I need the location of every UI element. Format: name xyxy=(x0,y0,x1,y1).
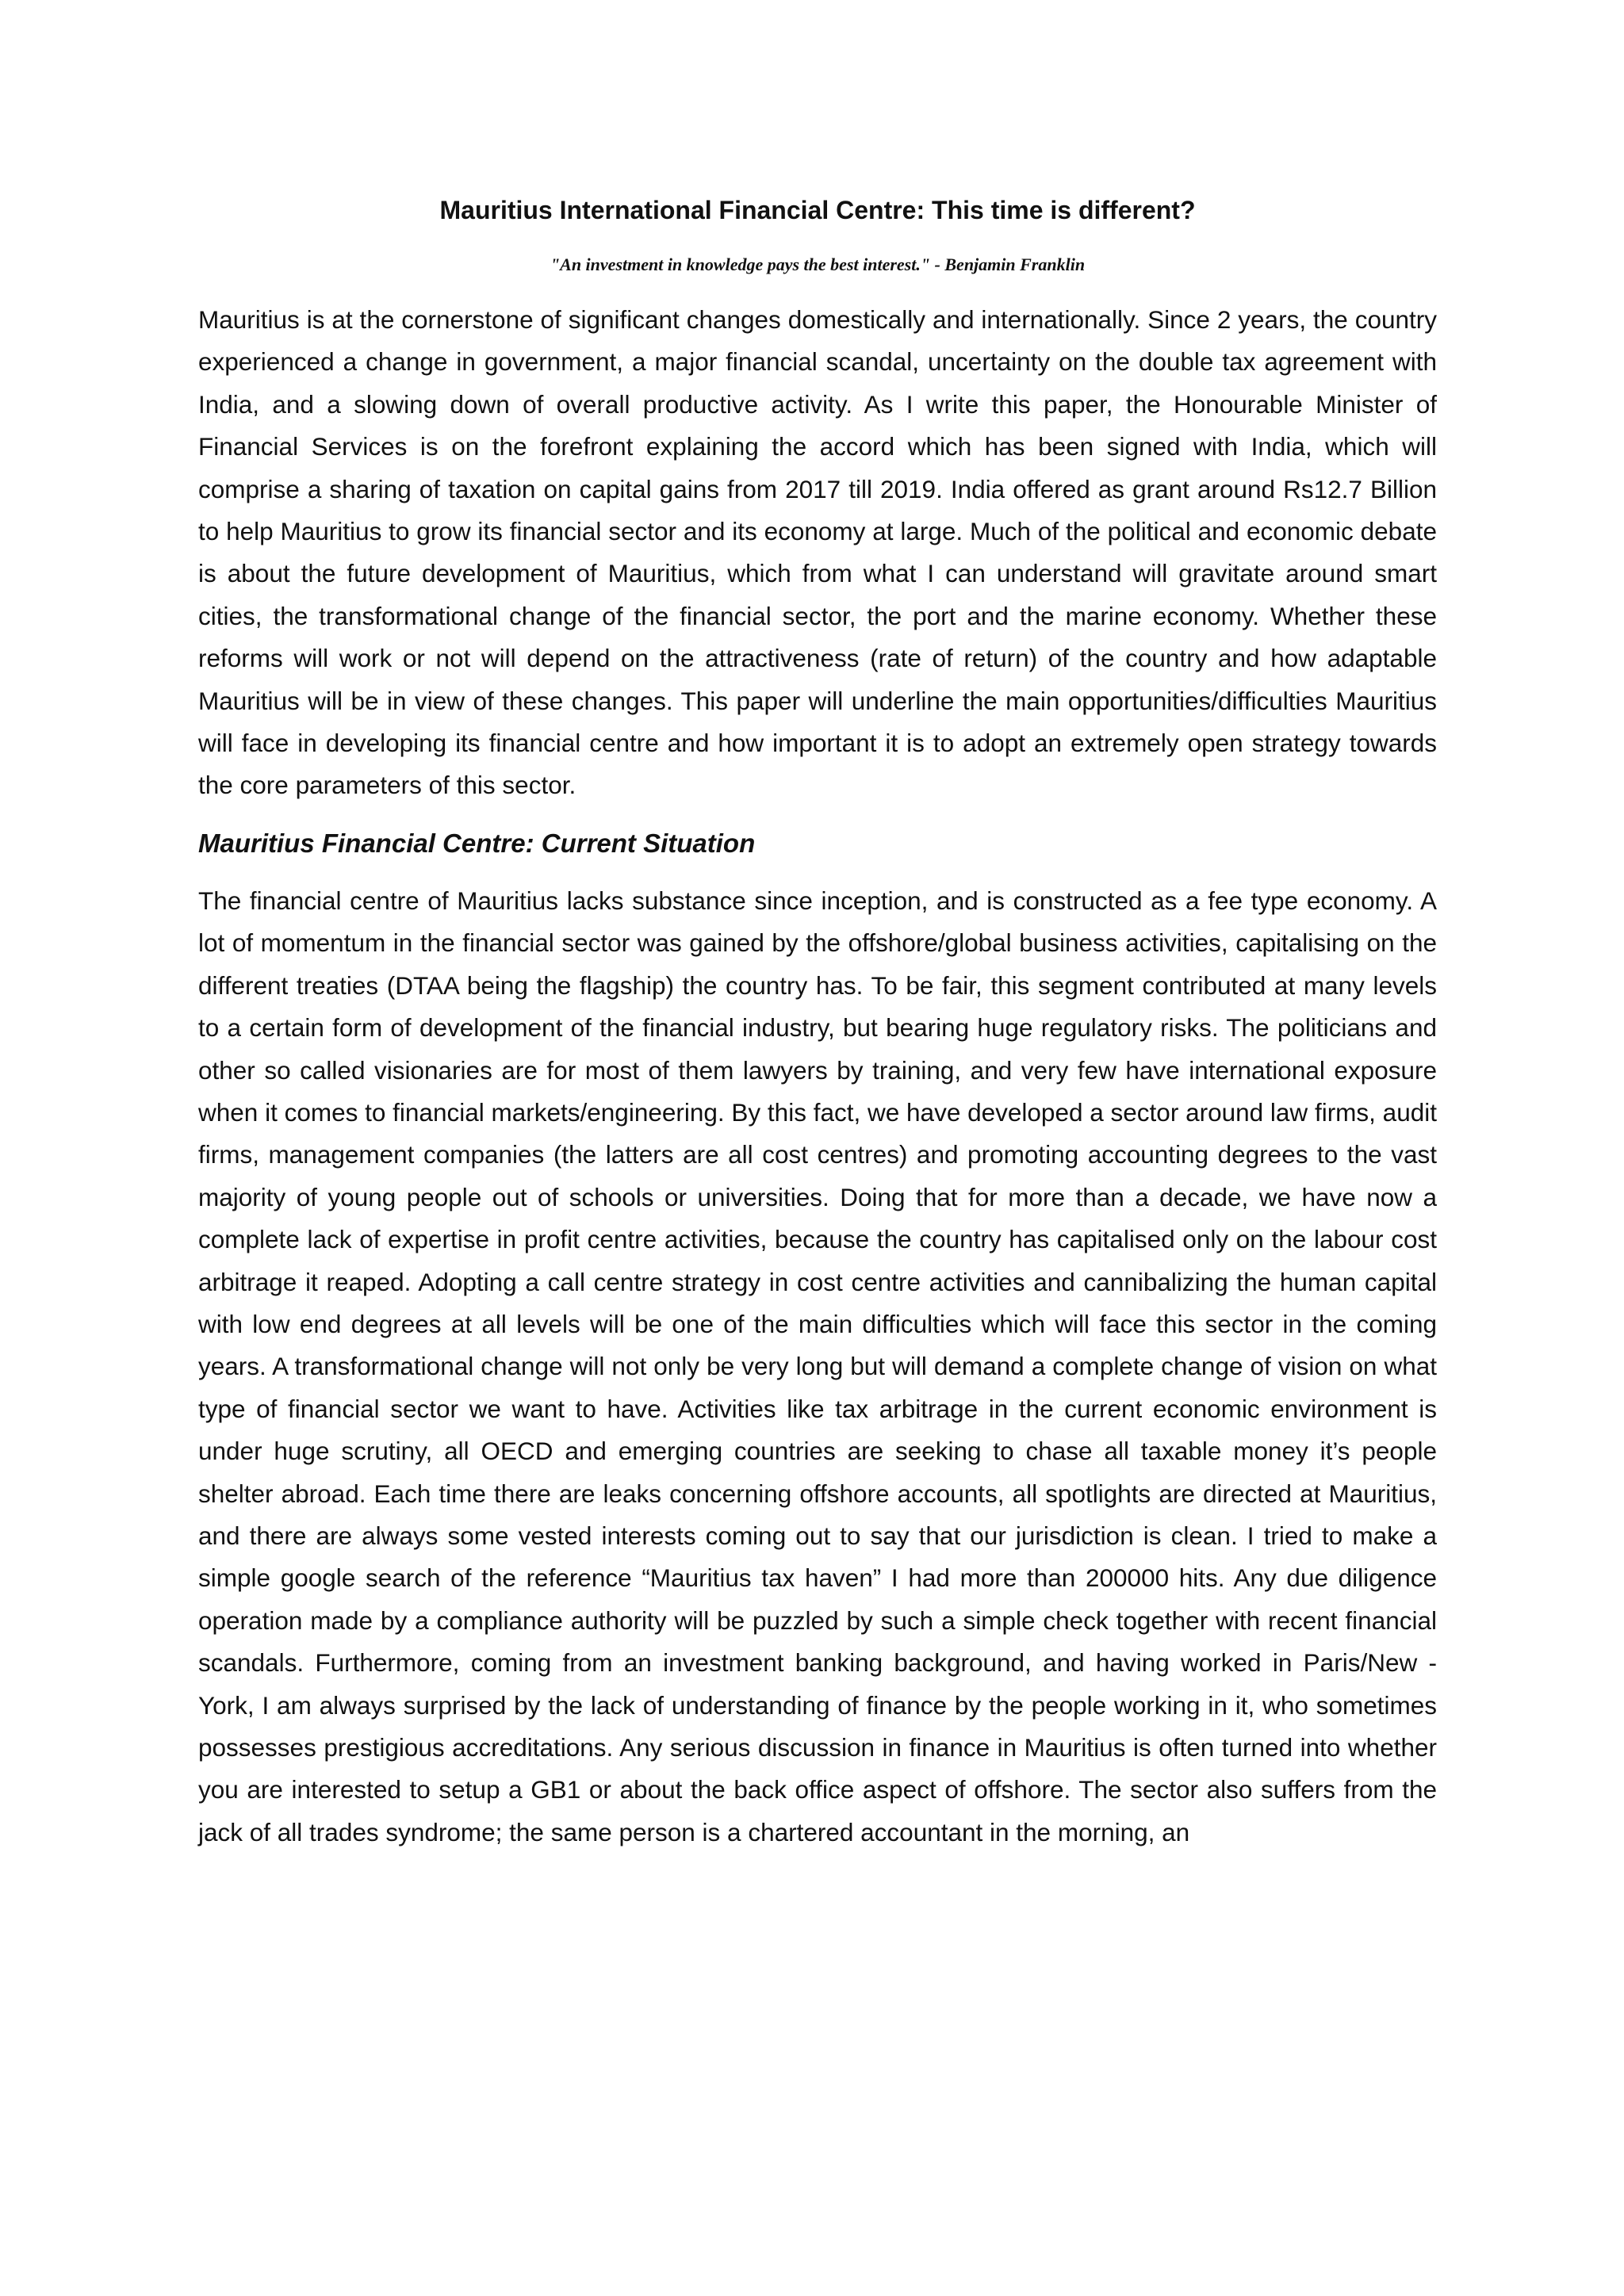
document-title: Mauritius International Financial Centre: This time is different? xyxy=(439,196,1196,224)
section-paragraph: The financial centre of Mauritius lacks substance since inception, and is constructed as a fee type economy. A lot of momentum in the financial sector was gained by the offshore/global business activities, capitalising on the different treaties (DTAA being the flagship) the country has. To be fair, this segment contributed at many levels to a certain form of development of the financial industry, but bearing huge regulatory risks. The politicians and other so called visionaries are for most of them lawyers by training, and very few have international exposure when it comes to financial markets/engineering. By this fact, we have developed a sector around law firms, audit firms, management companies (the latters are all cost centres) and promoting accounting degrees to the vast majority of young people out of schools or universities. Doing that for more than a decade, we have now a complete lack of expertise in profit centre activities, because the country has capitalised only on the labour cost arbitrage it reaped. Adopting a call centre strategy in cost centre activities and cannibalizing the human capital with low end degrees at all levels will be one of the main difficulties which will face this sector in the coming years. A transformational change will not only be very long but will demand a complete change of vision on what type of financial sector we want to have. Activities like tax arbitrage in the current economic environment is under huge scrutiny, all OECD and emerging countries are seeking to chase all taxable money it’s people shelter abroad. Each time there are leaks concerning offshore accounts, all spotlights are directed at Mauritius, and there are always some vested interests coming out to say that our jurisdiction is clean. I tried to make a simple google search of the reference “Mauritius tax haven” I had more than 200000 hits. Any due diligence operation made by a compliance authority will be puzzled by such a simple check together with recent financial scandals. Furthermore, coming from an investment banking background, and having worked in Paris/New - York, I am always surprised by the lack of understanding of finance by the people working in it, who sometimes possesses prestigious accreditations. Any serious discussion in finance in Mauritius is often turned into whether you are interested to setup a GB1 or about the back office aspect of offshore. The sector also suffers from the jack of all trades syndrome; the same person is a chartered accountant in the morning, an xyxy=(198,886,1437,1846)
section-heading: Mauritius Financial Centre: Current Situation xyxy=(198,828,756,858)
intro-paragraph: Mauritius is at the cornerstone of significant changes domestically and internationally. Since 2 years, the country experienced a change in government, a major financial scandal, uncertainty on the double tax agreement with India, and a slowing down of overall productive activity. As I write this paper, the Honourable Minister of Financial Services is on the forefront explaining the accord which has been signed with India, which will comprise a sharing of taxation on capital gains from 2017 till 2019. India offered as grant around Rs12.7 Billion to help Mauritius to grow its financial sector and its economy at large. Much of the political and economic debate is about the future development of Mauritius, which from what I can understand will gravitate around smart cities, the transformational change of the financial sector, the port and the marine economy. Whether these reforms will work or not will depend on the attractiveness (rate of return) of the country and how adaptable Mauritius will be in view of these changes. This paper will underline the main opportunities/difficulties Mauritius will face in developing its financial centre and how important it is to adopt an extremely open strategy towards the core parameters of this sector. xyxy=(198,305,1437,800)
epigraph-quote: "An investment in knowledge pays the best interest." - Benjamin Franklin xyxy=(550,254,1086,274)
document-body xyxy=(198,194,1437,1854)
